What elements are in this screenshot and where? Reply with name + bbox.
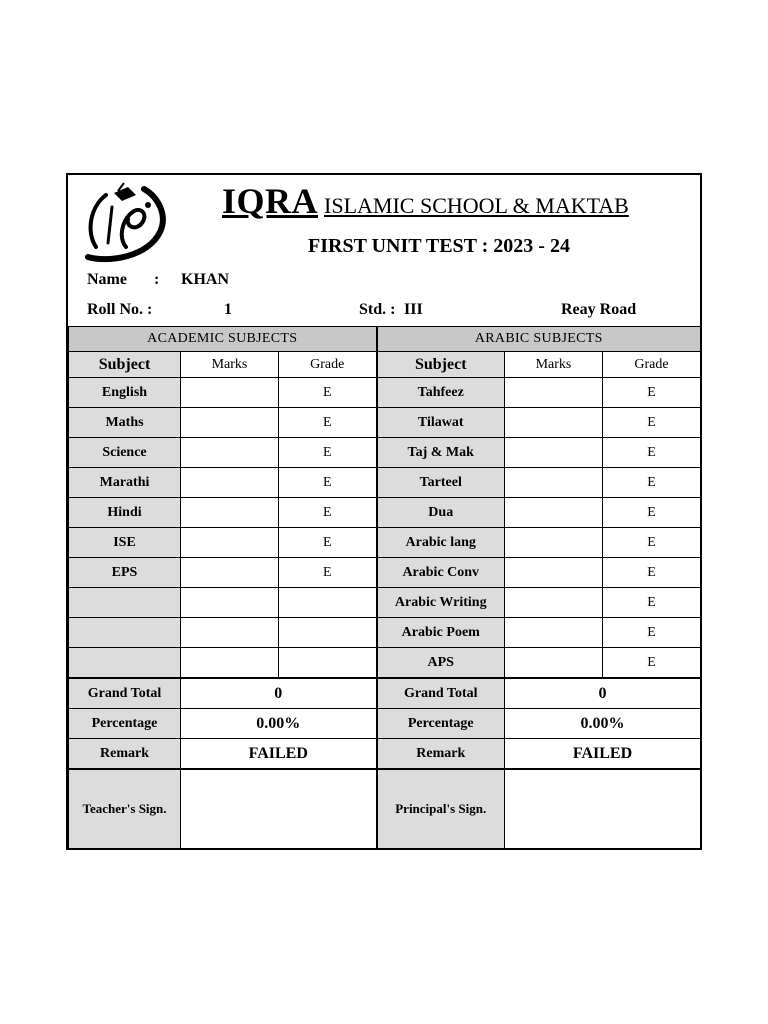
academic-subject: ISE <box>69 528 181 558</box>
grand-total-arabic: 0 <box>505 678 701 709</box>
academic-marks <box>181 618 279 648</box>
academic-subject: Hindi <box>69 498 181 528</box>
academic-marks <box>181 498 279 528</box>
academic-subject <box>69 618 181 648</box>
arabic-subject: Dua <box>377 498 505 528</box>
arabic-marks <box>505 468 603 498</box>
table-row <box>69 438 701 468</box>
column-header-row <box>69 352 701 378</box>
academic-grade <box>279 648 377 679</box>
remark-label-arabic: Remark <box>377 739 505 770</box>
arabic-marks <box>505 378 603 408</box>
academic-grade: E <box>279 498 377 528</box>
table-row <box>69 588 701 618</box>
std-label: Std. : <box>359 301 396 318</box>
arabic-subject: Tarteel <box>377 468 505 498</box>
name-separator: : <box>154 271 160 288</box>
academic-grade <box>279 588 377 618</box>
academic-marks <box>181 528 279 558</box>
school-name-sub: ISLAMIC SCHOOL & MAKTAB <box>324 193 629 218</box>
academic-grade: E <box>279 558 377 588</box>
academic-subject <box>69 588 181 618</box>
academic-marks <box>181 468 279 498</box>
grand-total-label-academic: Grand Total <box>69 678 181 709</box>
arabic-subject: Taj & Mak <box>377 438 505 468</box>
arabic-grade: E <box>603 378 701 408</box>
section-header-row <box>69 327 701 352</box>
grand-total-label-arabic: Grand Total <box>377 678 505 709</box>
teacher-sign-label: Teacher's Sign. <box>69 769 181 849</box>
table-row <box>69 468 701 498</box>
arabic-subject: Tilawat <box>377 408 505 438</box>
academic-marks <box>181 438 279 468</box>
std-value: III <box>404 301 423 318</box>
academic-marks <box>181 588 279 618</box>
table-row <box>69 558 701 588</box>
remark-academic: FAILED <box>181 739 377 770</box>
academic-grade: E <box>279 528 377 558</box>
arabic-subject: Tahfeez <box>377 378 505 408</box>
academic-marks <box>181 558 279 588</box>
arabic-grade: E <box>603 408 701 438</box>
report-card <box>66 173 702 850</box>
academic-marks <box>181 378 279 408</box>
school-name-main: IQRA <box>222 181 319 221</box>
arabic-subject: Arabic Conv <box>377 558 505 588</box>
principal-sign-box <box>505 769 701 849</box>
percentage-label-academic: Percentage <box>69 709 181 739</box>
arabic-marks <box>505 498 603 528</box>
col-grade-academic: Grade <box>279 352 377 378</box>
grand-total-row <box>69 678 701 709</box>
academic-subject: Maths <box>69 408 181 438</box>
academic-subject: Marathi <box>69 468 181 498</box>
section-academic: ACADEMIC SUBJECTS <box>69 327 377 352</box>
arabic-subject: APS <box>377 648 505 679</box>
remark-row <box>69 739 701 770</box>
col-marks-arabic: Marks <box>505 352 603 378</box>
principal-sign-label: Principal's Sign. <box>377 769 505 849</box>
test-title: FIRST UNIT TEST : 2023 - 24 <box>308 235 570 257</box>
academic-marks <box>181 408 279 438</box>
arabic-marks <box>505 588 603 618</box>
table-row <box>69 378 701 408</box>
academic-grade: E <box>279 468 377 498</box>
academic-grade: E <box>279 378 377 408</box>
arabic-subject: Arabic Poem <box>377 618 505 648</box>
remark-label-academic: Remark <box>69 739 181 770</box>
percentage-academic: 0.00% <box>181 709 377 739</box>
academic-subject: Science <box>69 438 181 468</box>
school-name <box>222 180 629 222</box>
grand-total-academic: 0 <box>181 678 377 709</box>
col-subject-academic: Subject <box>69 352 181 378</box>
arabic-subject: Arabic lang <box>377 528 505 558</box>
arabic-marks <box>505 438 603 468</box>
arabic-grade: E <box>603 588 701 618</box>
subject-rows <box>69 378 701 679</box>
academic-subject: English <box>69 378 181 408</box>
arabic-marks <box>505 648 603 679</box>
report-header <box>68 175 700 327</box>
arabic-grade: E <box>603 558 701 588</box>
student-name: KHAN <box>181 271 229 288</box>
table-row <box>69 648 701 679</box>
table-row <box>69 528 701 558</box>
arabic-marks <box>505 528 603 558</box>
arabic-grade: E <box>603 648 701 679</box>
academic-subject: EPS <box>69 558 181 588</box>
arabic-grade: E <box>603 618 701 648</box>
col-grade-arabic: Grade <box>603 352 701 378</box>
arabic-grade: E <box>603 468 701 498</box>
marks-table <box>68 326 701 849</box>
roll-label: Roll No. : <box>87 301 153 318</box>
roll-number: 1 <box>224 301 232 318</box>
academic-grade: E <box>279 408 377 438</box>
signature-row <box>69 769 701 849</box>
arabic-marks <box>505 408 603 438</box>
table-row <box>69 498 701 528</box>
percentage-arabic: 0.00% <box>505 709 701 739</box>
teacher-sign-box <box>181 769 377 849</box>
table-row <box>69 408 701 438</box>
section-arabic: ARABIC SUBJECTS <box>377 327 701 352</box>
arabic-marks <box>505 558 603 588</box>
arabic-grade: E <box>603 528 701 558</box>
arabic-grade: E <box>603 438 701 468</box>
academic-grade <box>279 618 377 648</box>
branch-name: Reay Road <box>561 301 637 318</box>
col-marks-academic: Marks <box>181 352 279 378</box>
academic-marks <box>181 648 279 679</box>
table-row <box>69 618 701 648</box>
percentage-label-arabic: Percentage <box>377 709 505 739</box>
arabic-grade: E <box>603 498 701 528</box>
arabic-marks <box>505 618 603 648</box>
arabic-subject: Arabic Writing <box>377 588 505 618</box>
academic-subject <box>69 648 181 679</box>
col-subject-arabic: Subject <box>377 352 505 378</box>
academic-grade: E <box>279 438 377 468</box>
name-label: Name <box>87 271 127 288</box>
remark-arabic: FAILED <box>505 739 701 770</box>
percentage-row <box>69 709 701 739</box>
